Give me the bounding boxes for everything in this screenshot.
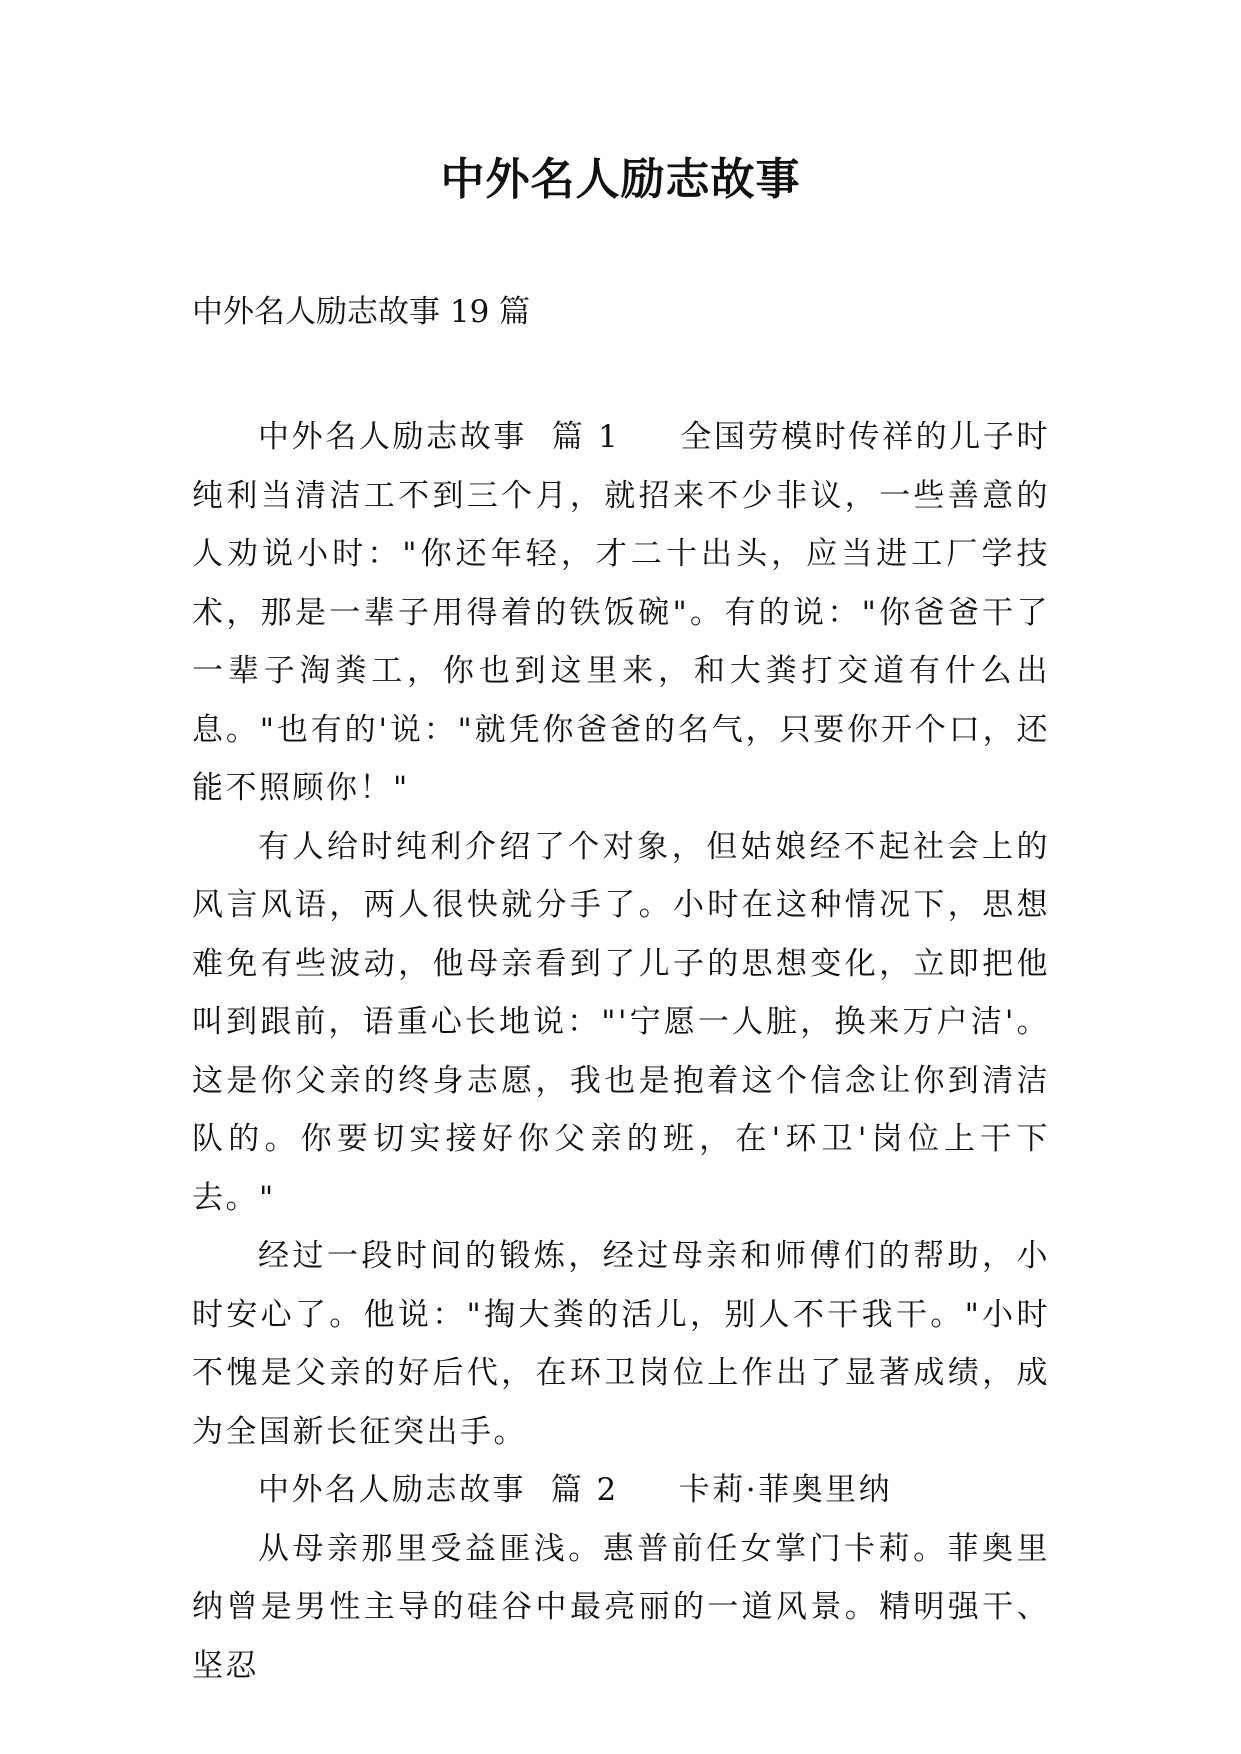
section-heading: 中外名人励志故事 篇 1 [258,419,621,455]
document-body [192,408,1050,1695]
document-title: 中外名人励志故事 [440,154,801,205]
paragraph: 有人给时纯利介绍了个对象，但姑娘经不起社会上的风言风语，两人很快就分手了。小时在这种情况下，思想难免有些波动，他母亲看到了儿子的思想变化，立即把他叫到跟前，语重心长地说："'宁愿一人脏，换来万户洁'。这是你父亲的终身志愿，我也是抱着这个信念让你到清洁队的。你要切实接好你父亲的班，在'环卫'岗位上干下去。" [192,828,1050,1216]
document-subtitle: 中外名人励志故事 19 篇 [192,294,531,330]
paragraph: 从母亲那里受益匪浅。惠普前任女掌门卡莉。菲奥里纳曾是男性主导的硅谷中最亮丽的一道风景。精明强干、坚忍 [192,1530,1050,1684]
section-lead: 卡莉·菲奥里纳 [678,1472,893,1508]
paragraph [192,408,1050,818]
section-heading: 中外名人励志故事 篇 2 [258,1472,619,1508]
paragraph: 经过一段时间的锻炼，经过母亲和师傅们的帮助，小时安心了。他说："掏大粪的活儿，别人不干我干。"小时不愧是父亲的好后代，在环卫岗位上作出了显著成绩，成为全国新长征突出手。 [192,1238,1050,1450]
paragraph-text: 全国劳模时传祥的儿子时纯利当清洁工不到三个月，就招来不少非议，一些善意的人劝说小时："你还年轻，才二十出头，应当进工厂学技术，那是一辈子用得着的铁饭碗"。有的说："你爸爸干了一辈子淘粪工，你也到这里来，和大粪打交道有什么出息。"也有的'说："就凭你爸爸的名气，只要你开个口，还能不照顾你！" [192,419,1050,806]
section-heading-line [192,1461,1050,1520]
